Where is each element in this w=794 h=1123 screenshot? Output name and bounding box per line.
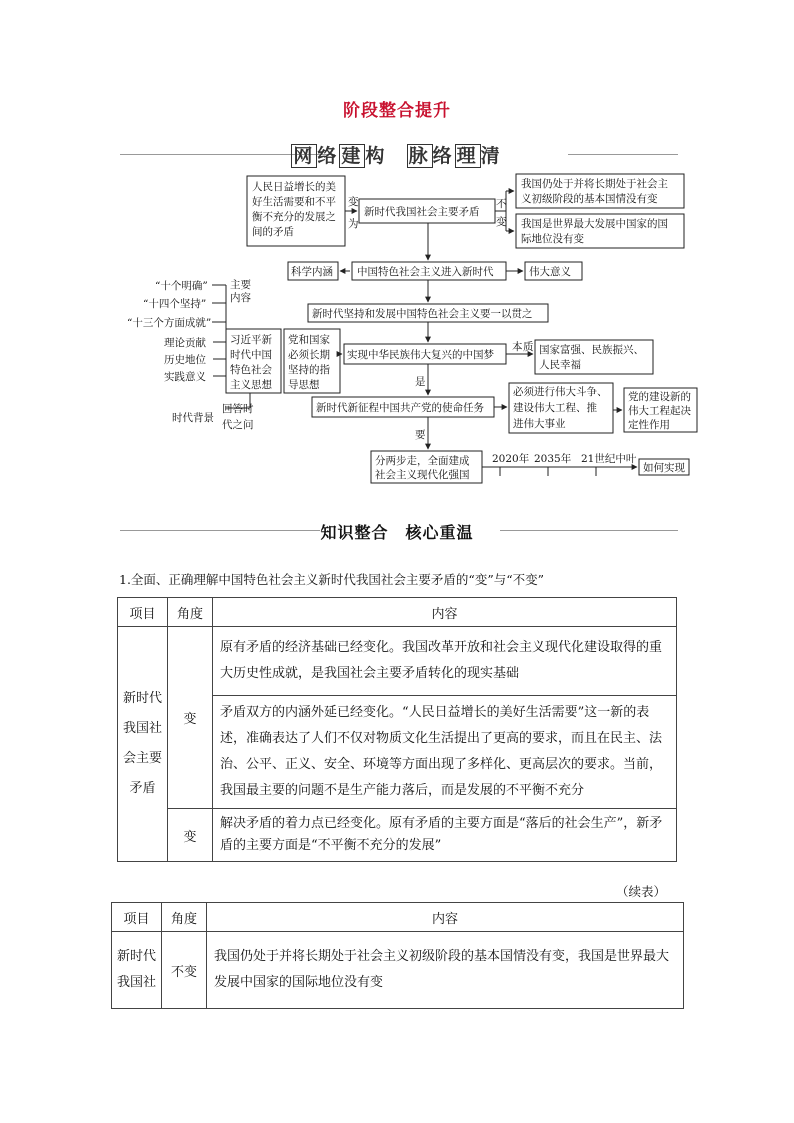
significance-text: 伟大意义: [529, 266, 571, 278]
concept-map: [0, 0, 794, 500]
cell-row1: 原有矛盾的经济基础已经变化。我国改革开放和社会主义现代化建设取得的重大历史性成就，是我国社会主要矛盾转化的现实基础: [213, 627, 677, 696]
cell-unchanged-row: 我国仍处于并将长期处于社会主义初级阶段的基本国情没有变，我国是世界最大发展中国家的国际地位没有变: [207, 932, 684, 1009]
th-content: 内容: [213, 598, 677, 627]
label-practice: 实践意义: [164, 371, 206, 383]
th-angle-2: 角度: [162, 903, 207, 932]
four-great-line3: 进伟大事业: [513, 418, 566, 430]
cell-angle-unchanged: 不变: [162, 932, 207, 1009]
label-wei: 为: [348, 218, 359, 230]
page-title: 阶段整合提升: [343, 101, 451, 121]
unchanged2-line1: 我国是世界最大发展中国家的国: [521, 218, 668, 230]
question-1: 1.全面、正确理解中国特色社会主义新时代我国社会主要矛盾的“变”与“不变”: [119, 572, 544, 587]
party-guide-line2: 必须长期: [288, 349, 330, 361]
party-guide-line1: 党和国家: [288, 334, 330, 346]
essence-content-line2: 人民幸福: [539, 359, 581, 371]
label-ten-clarity: “十个明确”: [155, 280, 208, 292]
four-great-line1: 必须进行伟大斗争、: [513, 386, 608, 398]
xi-thought-line1: 习近平新: [230, 334, 272, 346]
main-content-line2: 内容: [230, 292, 251, 304]
chinese-dream-text: 实现中华民族伟大复兴的中国梦: [347, 349, 494, 361]
section2-title: 知识整合 核心重温: [320, 523, 474, 542]
th-item-2: 项目: [112, 903, 162, 932]
party-guide-line4: 导思想: [288, 379, 320, 391]
left-contradiction-line1: 人民日益增长的美: [252, 181, 336, 193]
cell-angle-change-2: 变: [168, 809, 213, 862]
unchanged2-line2: 际地位没有变: [521, 233, 584, 245]
cell-angle-change: 变: [168, 627, 213, 809]
cell-item-2: 新时代 我国社: [112, 932, 162, 1009]
cell-row2: 矛盾双方的内涵外延已经变化。“人民日益增长的美好生活需要”这一新的表述，准确表达了人们不仅对物质文化生活提出了更高的要求，而且在民主、法治、公平、正义、安全、环境等方面出现了多样化、更高层次的要求。当前，我国最主要的问题不是生产能力落后，而是发展的不平衡不充分: [213, 696, 677, 809]
label-history: 历史地位: [164, 354, 206, 366]
continued-label: （续表）: [615, 884, 666, 899]
four-great-line2: 建设伟大工程、推: [513, 402, 597, 414]
xi-thought-line3: 特色社会: [230, 364, 272, 376]
th-item: 项目: [118, 598, 168, 627]
timeline-mid-century: 21世纪中叶: [581, 453, 637, 465]
cell-item: 新时代 我国社 会主要 矛盾: [118, 627, 168, 862]
label-shi: 是: [415, 376, 426, 388]
label-background: 时代背景: [172, 412, 214, 424]
two-steps-line1: 分两步走，全面建成: [375, 455, 470, 467]
unchanged1-line2: 义初级阶段的基本国情没有变: [521, 193, 658, 205]
th-angle: 角度: [168, 598, 213, 627]
answer-line1: 回答时: [222, 403, 254, 415]
two-steps-line2: 社会主义现代化强国: [375, 469, 470, 481]
answer-line2: 代之问: [222, 419, 254, 431]
party-building-line1: 党的建设新的: [628, 391, 691, 403]
new-era-text: 中国特色社会主义进入新时代: [357, 266, 494, 278]
label-bu: 不: [496, 198, 507, 210]
xi-thought-line2: 时代中国: [230, 349, 272, 361]
label-yao: 要: [415, 429, 426, 441]
party-building-line3: 定性作用: [628, 419, 670, 431]
label-bian: 变: [348, 196, 359, 208]
label-thirteen-achieve: “十三个方面成就”: [127, 317, 212, 329]
main-content-line1: 主要: [230, 279, 251, 291]
section-banner: 网 络 建 构 脉 络 理 清: [293, 145, 503, 167]
essence-label-2: 质: [523, 341, 534, 353]
left-contradiction-line3: 衡不充分的发展之: [252, 211, 336, 223]
center-contradiction-text: 新时代我国社会主要矛盾: [364, 206, 480, 218]
label-fourteen-adhere: “十四个坚持”: [143, 298, 207, 310]
cell-row3: 解决矛盾的着力点已经变化。原有矛盾的主要方面是“落后的社会生产”，新矛盾的主要方面是“不平衡不充分的发展”: [213, 809, 677, 862]
timeline-2020: 2020年: [492, 453, 530, 465]
essence-label-1: 本: [512, 341, 523, 353]
left-contradiction-line4: 间的矛盾: [252, 226, 294, 238]
unchanged1-line1: 我国仍处于并将长期处于社会主: [521, 178, 668, 190]
adhere-text: 新时代坚持和发展中国特色社会主义要一以贯之: [312, 308, 533, 320]
scientific-text: 科学内涵: [291, 266, 333, 278]
essence-content-line1: 国家富强、民族振兴、: [539, 344, 644, 356]
mission-text: 新时代新征程中国共产党的使命任务: [316, 402, 484, 414]
xi-thought-line4: 主义思想: [230, 379, 272, 391]
left-contradiction-line2: 好生活需要和不平: [252, 196, 336, 208]
timeline-2035: 2035年: [534, 453, 572, 465]
th-content-2: 内容: [207, 903, 684, 932]
label-bian2: 变: [496, 216, 507, 228]
table-unchanged: [111, 902, 684, 1009]
label-theory: 理论贡献: [164, 337, 206, 349]
party-building-line2: 伟大工程起决: [628, 405, 691, 417]
how-text: 如何实现: [643, 462, 685, 474]
party-guide-line3: 坚持的指: [288, 364, 330, 376]
table-change: [117, 597, 677, 862]
